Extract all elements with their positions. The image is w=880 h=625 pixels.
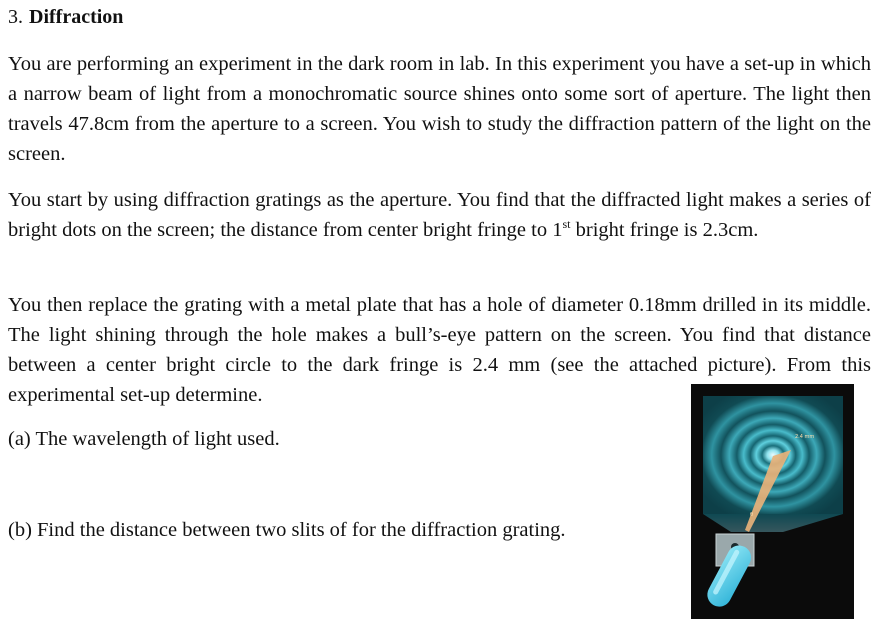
problem-title: Diffraction (29, 6, 124, 28)
question-a: (a) The wavelength of light used. (8, 428, 280, 450)
grating-paragraph (8, 185, 871, 245)
ordinal-superscript: st (562, 217, 571, 231)
screen-pattern (703, 396, 843, 514)
distance-label: 2.4 mm (795, 434, 815, 440)
bullseye-diagram (691, 384, 854, 619)
pinhole-paragraph: You then replace the grating with a metal plate that has a hole of diameter 0.18mm drilled in its middle. The light shining through the hole makes a bull’s-eye pattern on the screen. You find that distance between a center bright circle to the dark fringe is 2.4 mm (see the attached picture). From this experimental set-up determine. (8, 294, 871, 406)
intro-paragraph: You are performing an experiment in the dark room in lab. In this experiment you have a set-up in which a narrow beam of light from a monochromatic source shines onto some sort of aperture. The light then travels 47.8cm from the aperture to a screen. You wish to study the diffraction pattern of the light on the screen. (8, 53, 871, 165)
angle-label: θ (750, 512, 754, 518)
problem-number: 3. (8, 6, 23, 28)
problem-heading (8, 5, 123, 29)
light-source (703, 541, 755, 611)
grating-text-end: bright fringe is 2.3cm. (570, 219, 759, 241)
diffraction-figure (691, 384, 854, 619)
light-cone (703, 514, 843, 532)
grating-text: You start by using diffraction gratings as the aperture. You find that the diffracted light makes a series of bright dots on the screen; the distance from center bright fringe to 1 (8, 189, 871, 241)
question-b: (b) Find the distance between two slits of for the diffraction grating. (8, 519, 566, 541)
